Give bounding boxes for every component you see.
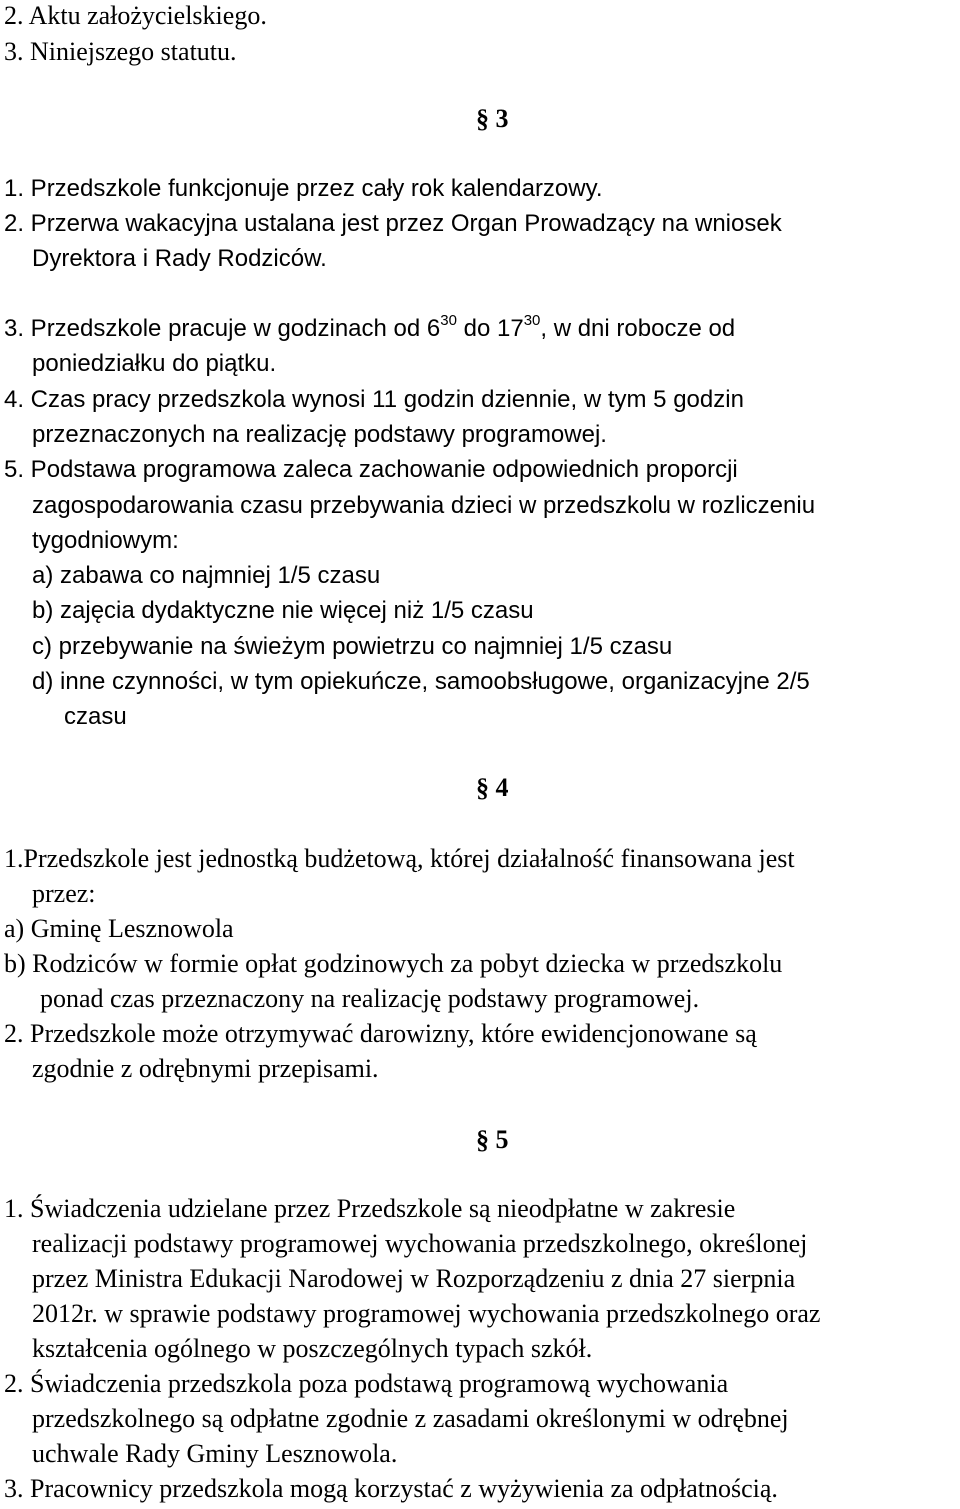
list-item-continuation: zgodnie z odrębnymi przepisami.: [32, 1054, 379, 1083]
list-item-continuation: realizacji podstawy programowej wychowania przedszkolnego, określonej: [32, 1229, 808, 1258]
list-item-continuation: przez Ministra Edukacji Narodowej w Rozporządzeniu z dnia 27 sierpnia: [32, 1264, 796, 1293]
list-item: 2. Aktu założycielskiego.: [4, 1, 267, 30]
section-sign-icon: §: [476, 773, 489, 802]
list-item: 1. Przedszkole funkcjonuje przez cały rok kalendarzowy.: [4, 175, 603, 202]
list-item-continuation: zagospodarowania czasu przebywania dzieci w przedszkolu w rozliczeniu: [32, 492, 816, 519]
list-item-continuation: poniedziałku do piątku.: [32, 350, 277, 377]
list-item: 3. Przedszkole pracuje w godzinach od $6^{30}$ do $17^{30}$, w dni robocze od: [4, 312, 736, 342]
sub-list-item: b) Rodziców w formie opłat godzinowych za pobyt dziecka w przedszkolu: [4, 949, 783, 978]
list-item-continuation: Dyrektora i Rady Rodziców.: [32, 245, 327, 272]
list-item-continuation: przedszkolnego są odpłatne zgodnie z zasadami określonymi w odrębnej: [32, 1404, 789, 1433]
list-item: 2. Przedszkole może otrzymywać darowizny, które ewidencjonowane są: [4, 1019, 757, 1048]
list-item-continuation: uchwale Rady Gminy Lesznowola.: [32, 1439, 398, 1468]
list-item: 3. Pracownicy przedszkola mogą korzystać z wyżywienia za odpłatnością.: [4, 1474, 778, 1503]
list-item-continuation: przez:: [32, 879, 96, 908]
list-item: 3. Niniejszego statutu.: [4, 37, 237, 66]
sub-list-item: a) zabawa co najmniej 1/5 czasu: [32, 562, 381, 589]
list-item: 5. Podstawa programowa zaleca zachowanie odpowiednich proporcji: [4, 456, 738, 483]
sub-list-item: a) Gminę Lesznowola: [4, 914, 234, 943]
sub-list-item: c) przebywanie na świeżym powietrzu co najmniej 1/5 czasu: [32, 633, 673, 660]
list-item-continuation: przeznaczonych na realizację podstawy programowej.: [32, 421, 607, 448]
list-item-continuation: kształcenia ogólnego w poszczególnych typach szkół.: [32, 1334, 593, 1363]
list-item: 1. Świadczenia udzielane przez Przedszkole są nieodpłatne w zakresie: [4, 1194, 736, 1223]
section-heading: § 5: [476, 1125, 509, 1154]
section-sign-icon: §: [476, 104, 489, 133]
sub-list-item-continuation: ponad czas przeznaczony na realizację podstawy programowej.: [40, 984, 700, 1013]
section-sign-icon: §: [476, 1125, 489, 1154]
list-item-continuation: tygodniowym:: [32, 527, 179, 554]
section-heading: § 3: [476, 104, 509, 133]
section-heading: § 4: [476, 773, 509, 802]
sub-list-item-continuation: czasu: [64, 703, 127, 730]
list-item-continuation: 2012r. w sprawie podstawy programowej wychowania przedszkolnego oraz: [32, 1299, 821, 1328]
sub-list-item: d) inne czynności, w tym opiekuńcze, samoobsługowe, organizacyjne 2/5: [32, 668, 810, 695]
list-item: 1.Przedszkole jest jednostką budżetową, której działalność finansowana jest: [4, 844, 795, 873]
list-item: 2. Świadczenia przedszkola poza podstawą programową wychowania: [4, 1369, 729, 1398]
sub-list-item: b) zajęcia dydaktyczne nie więcej niż 1/5 czasu: [32, 597, 534, 624]
list-item: 2. Przerwa wakacyjna ustalana jest przez Organ Prowadzący na wniosek: [4, 210, 782, 237]
list-item: 4. Czas pracy przedszkola wynosi 11 godzin dziennie, w tym 5 godzin: [4, 386, 744, 413]
